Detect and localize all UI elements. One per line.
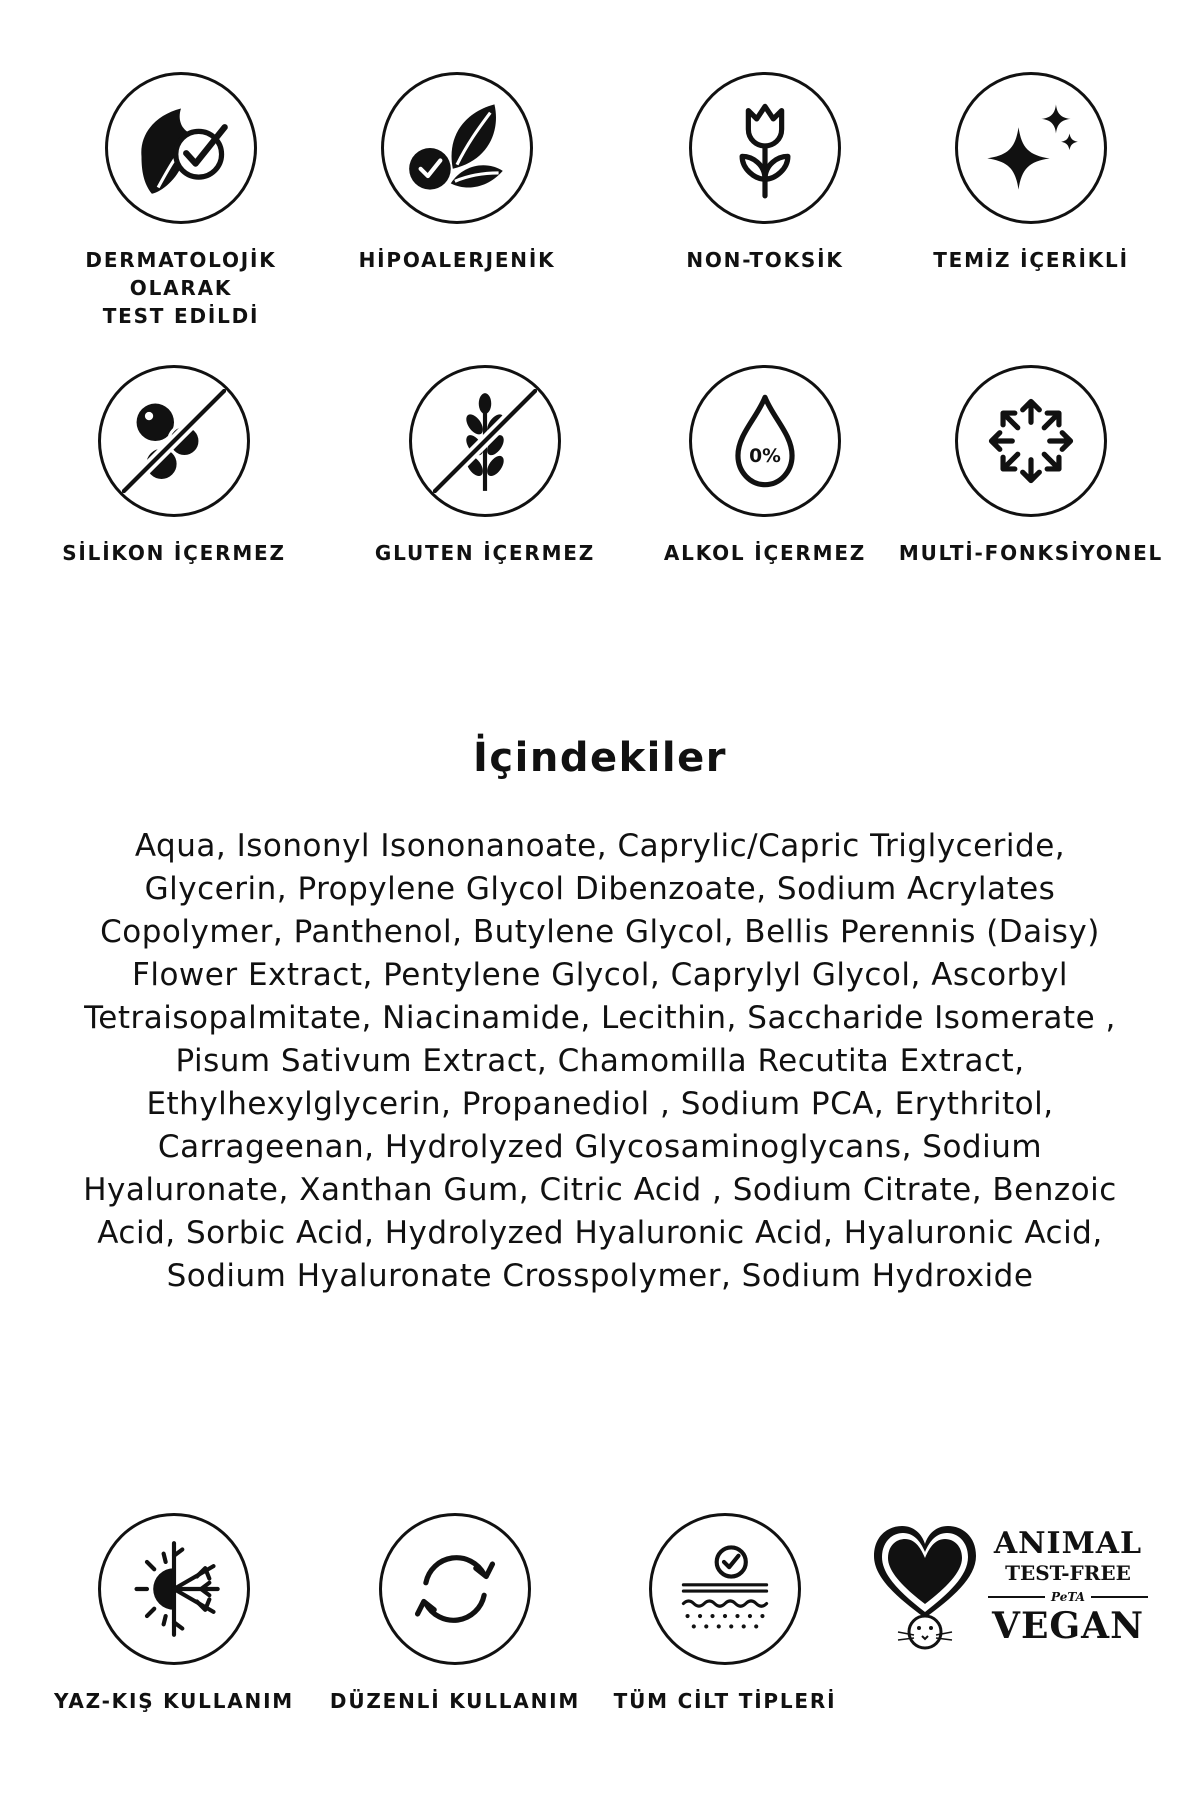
ingredients-title: İçindekiler bbox=[473, 735, 727, 781]
skin-layers-check-icon bbox=[673, 1537, 777, 1641]
ingredients-list: Aqua, Isononyl Isononanoate, Caprylic/Capric Triglyceride, Glycerin, Propylene Glycol Dibenzoate, Sodium Acrylates Copolymer, Panthenol, Butylene Glycol, Bellis Perennis (Daisy) Flower Extract, Pentylene Glycol, Caprylyl Glycol, Ascorbyl Tetraisopalmitate, Niacinamide, Lecithin, Saccharide Isomerate , Pisum Sativum Extract, Chamomilla Recutita Extract, Ethylhexylglycerin, Propanediol , Sodium PCA, Erythritol, Carrageenan, Hydrolyzed Glycosaminoglycans, Sodium Hyaluronate, Xanthan Gum, Citric Acid , Sodium Citrate, Benzoic Acid, Sorbic Acid, Hydrolyzed Hyaluronic Acid, Hyaluronic Acid, Sodium Hyaluronate Crosspolymer, Sodium Hydroxide bbox=[83, 828, 1117, 1294]
alcohol-percent-text: 0% bbox=[749, 445, 781, 467]
badge-label: MULTİ-FONKSİYONEL bbox=[898, 541, 1164, 565]
badge-silicone-free bbox=[24, 365, 324, 567]
badge-label: TÜM CİLT TİPLERİ bbox=[613, 1689, 837, 1713]
badge-label: NON-TOKSİK bbox=[686, 248, 844, 272]
badge-clean-ingredients bbox=[881, 72, 1181, 274]
badge-summer-winter bbox=[24, 1513, 324, 1715]
sun-snowflake-icon bbox=[122, 1537, 226, 1641]
badge-non-toxic bbox=[615, 72, 915, 274]
badge-label: DÜZENLİ KULLANIM bbox=[329, 1689, 581, 1713]
badge-circle bbox=[98, 365, 250, 517]
badge-label: TEMİZ İÇERİKLİ bbox=[933, 248, 1129, 272]
badge-label: HİPOALERJENİK bbox=[358, 248, 556, 272]
no-gluten-icon bbox=[433, 389, 537, 493]
badge-hypoallergenic bbox=[307, 72, 607, 274]
alcohol-free-drop-icon bbox=[713, 389, 817, 493]
badge-label: ALKOL İÇERMEZ bbox=[663, 541, 867, 565]
badge-all-skin-types bbox=[575, 1513, 875, 1715]
peta-brand-row bbox=[988, 1590, 1148, 1604]
badge-label: GLUTEN İÇERMEZ bbox=[374, 541, 596, 565]
peta-bunny-heart-icon bbox=[868, 1520, 982, 1655]
badge-alcohol-free bbox=[615, 365, 915, 567]
badge-multi-functional bbox=[881, 365, 1181, 567]
badge-circle bbox=[955, 72, 1107, 224]
multi-arrows-icon bbox=[979, 389, 1083, 493]
badge-circle bbox=[381, 72, 533, 224]
peta-animal-text: ANIMAL bbox=[993, 1526, 1143, 1561]
divider bbox=[988, 1596, 1045, 1598]
leaf-berry-icon bbox=[405, 96, 509, 200]
no-silicone-icon bbox=[122, 389, 226, 493]
peta-logo bbox=[868, 1520, 1158, 1655]
badge-circle bbox=[105, 72, 257, 224]
badge-circle bbox=[649, 1513, 801, 1665]
badge-circle bbox=[98, 1513, 250, 1665]
badge-regular-use bbox=[305, 1513, 605, 1715]
badge-label: YAZ-KIŞ KULLANIM bbox=[53, 1689, 295, 1713]
badge-circle bbox=[409, 365, 561, 517]
badge-label: SİLİKON İÇERMEZ bbox=[62, 541, 286, 565]
badge-circle bbox=[689, 72, 841, 224]
badge-dermatologically-tested bbox=[31, 72, 331, 330]
leaf-check-icon bbox=[129, 96, 233, 200]
peta-testfree-text: TEST-FREE bbox=[1005, 1561, 1131, 1585]
badge-circle bbox=[379, 1513, 531, 1665]
peta-brand-text: PeTA bbox=[1051, 1590, 1085, 1604]
refresh-cycle-icon bbox=[403, 1537, 507, 1641]
peta-vegan-text: VEGAN bbox=[992, 1605, 1144, 1647]
sparkle-icon bbox=[979, 96, 1083, 200]
badge-circle bbox=[955, 365, 1107, 517]
badge-circle bbox=[689, 365, 841, 517]
divider bbox=[1091, 1596, 1148, 1598]
peta-text bbox=[988, 1528, 1148, 1646]
tulip-icon bbox=[713, 96, 817, 200]
badge-label: DERMATOLOJİK OLARAK TEST EDİLDİ bbox=[85, 248, 277, 328]
badge-gluten-free bbox=[335, 365, 635, 567]
